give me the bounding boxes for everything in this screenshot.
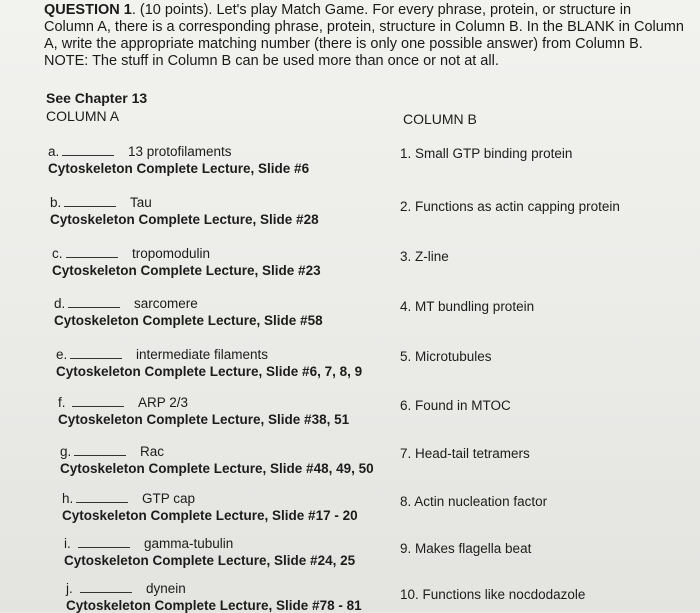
column-a-item-b — [50, 195, 319, 227]
item-phrase: Rac — [140, 444, 165, 459]
column-b-item-3: 3. Z-line — [400, 249, 449, 264]
answer-blank[interactable] — [78, 537, 130, 548]
column-a-item-d — [54, 296, 323, 328]
item-phrase: gamma-tubulin — [144, 536, 234, 551]
answer-blank[interactable] — [80, 582, 132, 593]
item-letter: i. — [64, 536, 71, 551]
item-reference: Cytoskeleton Complete Lecture, Slide #38, 51 — [58, 412, 350, 427]
answer-blank[interactable] — [66, 247, 118, 258]
item-reference: Cytoskeleton Complete Lecture, Slide #6, 7, 8, 9 — [56, 364, 363, 379]
item-reference: Cytoskeleton Complete Lecture, Slide #48, 49, 50 — [60, 461, 374, 476]
item-phrase: sarcomere — [134, 296, 198, 311]
column-a-item-j — [66, 581, 362, 613]
answer-blank[interactable] — [74, 445, 126, 456]
item-phrase: 13 protofilaments — [128, 144, 232, 159]
item-letter: g. — [60, 444, 72, 459]
column-a-item-c — [52, 246, 321, 278]
column-a-header: COLUMN A — [46, 108, 120, 124]
answer-blank[interactable] — [76, 492, 128, 503]
item-phrase: Tau — [130, 195, 152, 210]
column-a-item-i — [64, 536, 355, 568]
column-a-item-a — [48, 144, 309, 176]
column-a-item-f — [58, 395, 349, 427]
question-heading: QUESTION 1 — [44, 2, 132, 18]
item-letter: h. — [62, 491, 74, 506]
item-reference: Cytoskeleton Complete Lecture, Slide #17 - 20 — [62, 508, 358, 523]
column-b-item-2: 2. Functions as actin capping protein — [400, 199, 620, 214]
item-letter: d. — [54, 296, 66, 311]
item-reference: Cytoskeleton Complete Lecture, Slide #58 — [54, 313, 323, 328]
column-b-item-10: 10. Functions like nocdodazole — [400, 587, 586, 602]
item-phrase: GTP cap — [142, 491, 196, 506]
item-phrase: tropomodulin — [132, 246, 211, 261]
question-prompt — [44, 2, 684, 70]
item-phrase: ARP 2/3 — [138, 395, 189, 410]
answer-blank[interactable] — [68, 297, 120, 308]
question-text: . (10 points). Let's play Match Game. For every phrase, protein, or structure in Column A, there is a corresponding phrase, protein, structure in Column B. In the BLANK in Column A, write the appropriate matching number (there is only one possible answer) from Column B. NOTE: The stuff in Column B can be used more than once or not at all. — [44, 2, 684, 69]
column-b-item-4: 4. MT bundling protein — [400, 299, 535, 314]
item-reference: Cytoskeleton Complete Lecture, Slide #6 — [48, 161, 310, 176]
item-reference: Cytoskeleton Complete Lecture, Slide #24, 25 — [64, 553, 356, 568]
column-a-item-h — [62, 491, 358, 523]
item-reference: Cytoskeleton Complete Lecture, Slide #23 — [52, 263, 321, 278]
column-b-item-7: 7. Head-tail tetramers — [400, 446, 530, 461]
item-reference: Cytoskeleton Complete Lecture, Slide #28 — [50, 212, 319, 227]
item-letter: f. — [58, 395, 66, 410]
item-letter: c. — [52, 246, 63, 261]
column-a-item-e — [56, 347, 362, 379]
answer-blank[interactable] — [70, 348, 122, 359]
column-b-header: COLUMN B — [403, 111, 477, 127]
item-letter: a. — [48, 144, 60, 159]
column-b-item-9: 9. Makes flagella beat — [400, 541, 532, 556]
see-chapter-note: See Chapter 13 — [46, 90, 148, 106]
item-letter: e. — [56, 347, 68, 362]
answer-blank[interactable] — [62, 145, 114, 156]
column-a-item-g — [60, 444, 374, 476]
column-b-item-1: 1. Small GTP binding protein — [400, 146, 573, 161]
item-phrase: dynein — [146, 581, 186, 596]
column-b-item-8: 8. Actin nucleation factor — [400, 494, 548, 509]
item-reference: Cytoskeleton Complete Lecture, Slide #78 - 81 — [66, 598, 362, 613]
item-phrase: intermediate filaments — [136, 347, 269, 362]
item-letter: b. — [50, 195, 62, 210]
item-letter: j. — [66, 581, 73, 596]
column-b-item-5: 5. Microtubules — [400, 349, 492, 364]
answer-blank[interactable] — [64, 196, 116, 207]
column-b-item-6: 6. Found in MTOC — [400, 398, 511, 413]
answer-blank[interactable] — [72, 396, 124, 407]
